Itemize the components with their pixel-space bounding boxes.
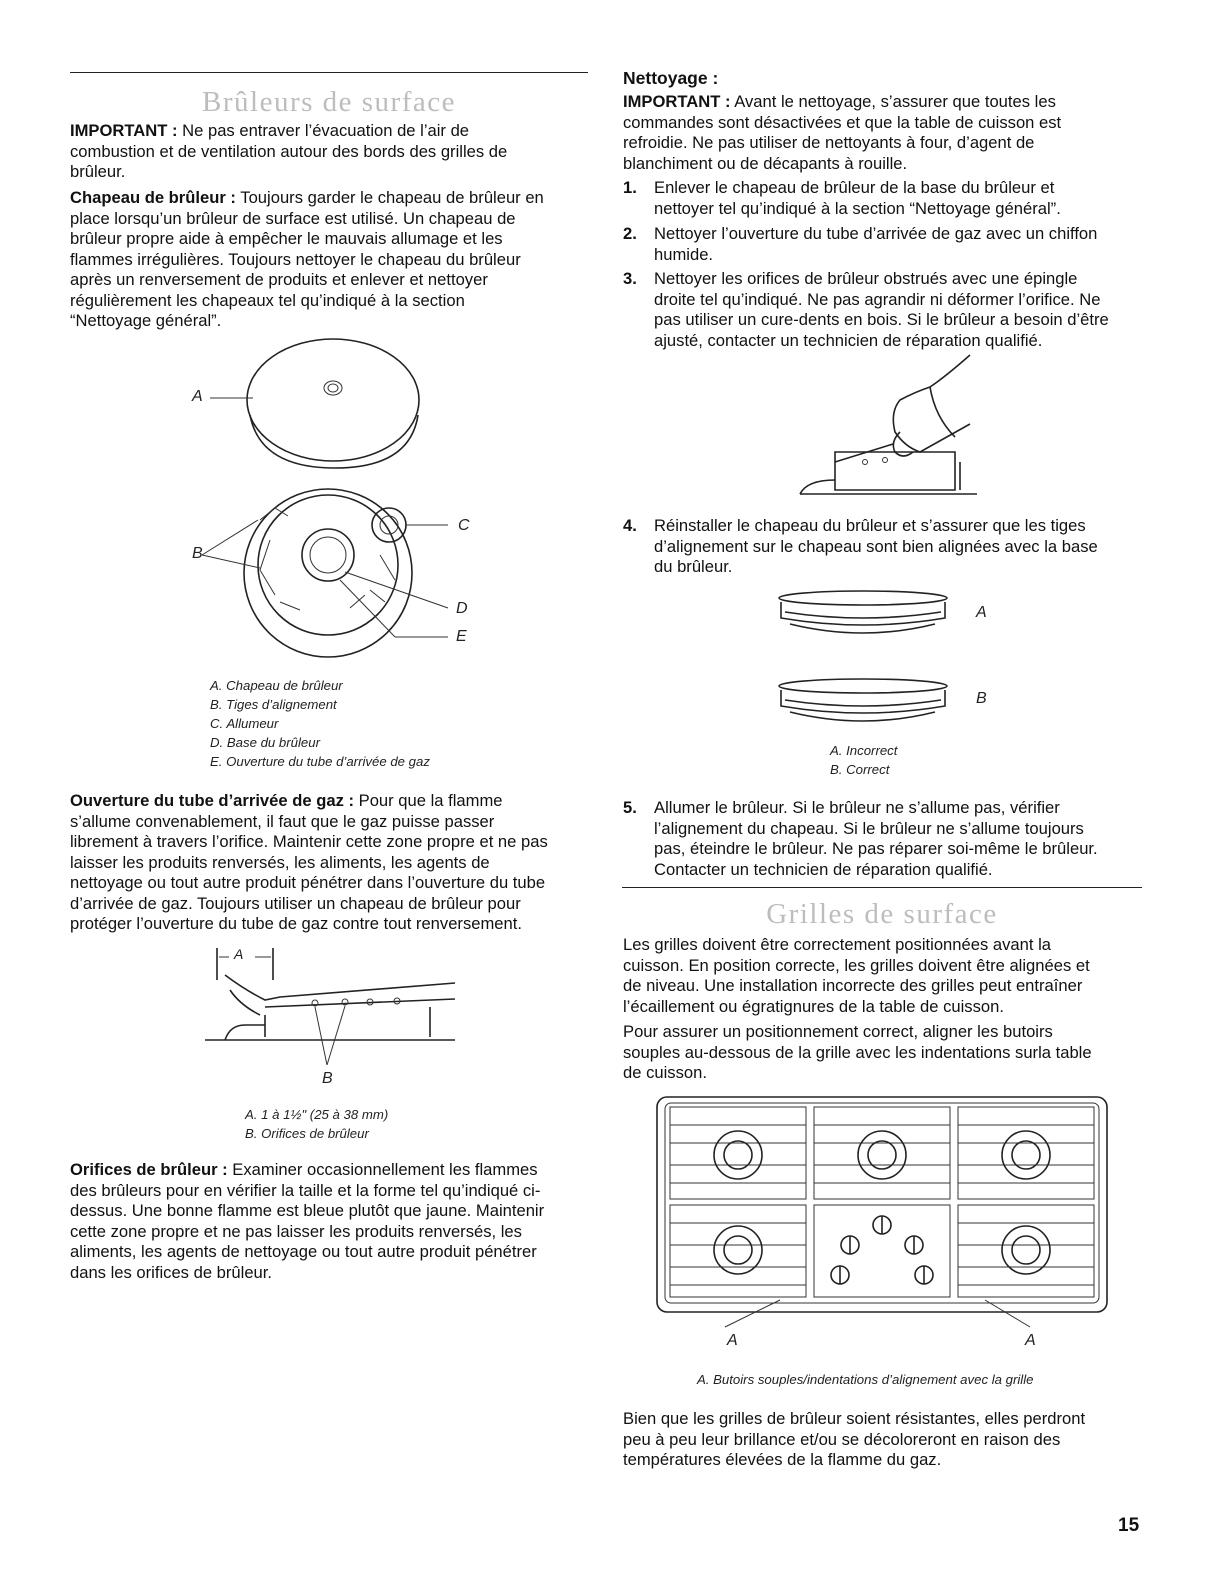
text-line: Ne pas entraver l’évacuation de l’air de [177, 121, 470, 140]
text-line: droite tel qu’indiqué. Ne pas agrandir ni déformer l’orifice. Ne [654, 289, 1101, 309]
caption-line: C. Allumeur [210, 716, 279, 731]
text-line: peu à peu leur brillance et/ou se décoloreront en raison des [623, 1429, 1061, 1449]
orifices-paragraph [70, 1160, 544, 1283]
text-line: brûleur propre aide à empêcher le mauvais allumage et les [70, 229, 503, 248]
text-line: d’alignement sur le chapeau sont bien alignées avec la base [654, 536, 1098, 556]
text-line: ajusté, contacter un technicien de réparation qualifié. [654, 330, 1043, 350]
text-line: “Nettoyage général”. [70, 311, 222, 330]
step-number: 1. [623, 178, 637, 197]
fig4-label-a: A [976, 604, 987, 621]
chapeau-paragraph [70, 188, 544, 332]
text-line: Nettoyer les orifices de brûleur obstrués avec une épingle [654, 269, 1078, 288]
caption-line: A. 1 à 1½" (25 à 38 mm) [245, 1107, 389, 1122]
fig1-caption [210, 676, 430, 771]
text-line: régulièrement les chapeaux tel qu’indiqué à la section [70, 290, 465, 310]
caption-line: B. Correct [830, 762, 890, 777]
tube-paragraph [70, 791, 548, 935]
cooktop-grates-figure [655, 1095, 1110, 1320]
text-line: Contacter un technicien de réparation qualifié. [654, 859, 993, 879]
important-paragraph-right [623, 92, 1061, 174]
grilles-final-paragraph [623, 1409, 1085, 1471]
step-number: 5. [623, 798, 637, 817]
step-text [654, 516, 1098, 578]
chapeau-label: Chapeau de brûleur : [70, 188, 236, 207]
fig1-label-d: D [456, 600, 468, 617]
text-line: place lorsqu’un brûleur de surface est utilisé. Un chapeau de [70, 208, 516, 228]
text-line: Examiner occasionnellement les flammes [227, 1160, 538, 1179]
important-label: IMPORTANT : [623, 92, 731, 111]
caption-line: B. Orifices de brûleur [245, 1126, 369, 1141]
text-line: l’écaillement ou égratignures de la table de cuisson. [623, 996, 1004, 1016]
left-top-rule [70, 72, 588, 73]
step-text [654, 178, 1061, 219]
fig1-label-e: E [456, 628, 467, 645]
text-line: des brûleurs pour en vérifier la taille et la forme tel qu’indiqué ci- [70, 1180, 541, 1200]
section-title-bruleurs: Brûleurs de surface [202, 86, 456, 118]
text-line: après un renversement de produits et enlever et nettoyer [70, 270, 488, 289]
text-line: d’arrivée de gaz. Toujours utiliser un chapeau de brûleur pour [70, 893, 521, 913]
grilles-paragraph-2 [623, 1022, 1092, 1084]
caption-line: D. Base du brûleur [210, 735, 320, 750]
text-line: Enlever le chapeau de brûleur de la base du brûleur et [654, 178, 1055, 197]
text-line: cette zone propre et ne pas laisser les produits renversés, les [70, 1221, 522, 1241]
pin-cleaning-figure [795, 352, 985, 497]
text-line: blanchiment ou de décapants à rouille. [623, 153, 908, 173]
text-line: s’allume convenablement, il faut que le gaz puisse passer [70, 811, 495, 831]
text-line: températures élevées de la flamme du gaz. [623, 1450, 942, 1469]
important-paragraph-left [70, 121, 507, 183]
text-line: cuisson. En position correcte, les grilles doivent être alignées et [623, 955, 1090, 975]
text-line: pas utiliser un cure-dents en bois. Si le brûleur a besoin d’être [654, 310, 1109, 329]
text-line: Avant le nettoyage, s’assurer que toutes les [730, 92, 1056, 111]
page-number: 15 [1118, 1515, 1140, 1536]
text-line: de cuisson. [623, 1063, 707, 1082]
text-line: du brûleur. [654, 557, 733, 576]
text-line: refroidie. Ne pas utiliser de nettoyants à four, d’agent de [623, 133, 1035, 152]
orifices-label: Orifices de brûleur : [70, 1160, 228, 1179]
text-line: pas, éteindre le brûleur. Ne pas réparer soi-même le brûleur. [654, 839, 1098, 858]
tube-label: Ouverture du tube d’arrivée de gaz : [70, 791, 355, 810]
fig2-label-b: B [322, 1070, 333, 1087]
text-line: l’alignement du chapeau. Si le brûleur ne s’allume toujours [654, 818, 1084, 838]
cap-alignment-incorrect-figure [775, 588, 955, 643]
caption-line: B. Tiges d’alignement [210, 697, 337, 712]
fig4-label-b: B [976, 690, 987, 707]
important-label: IMPORTANT : [70, 121, 178, 140]
text-line: protéger l’ouverture du tube de gaz contre tout renversement. [70, 914, 522, 933]
fig1-label-c: C [458, 517, 470, 534]
text-line: de niveau. Une installation incorrecte des grilles peut entraîner [623, 976, 1083, 995]
fig5-label-a-left: A [727, 1332, 738, 1349]
step-text [654, 269, 1109, 351]
step-text [654, 224, 1097, 265]
fig1-label-a: A [192, 388, 203, 405]
fig4-caption [830, 741, 897, 779]
nettoyage-heading: Nettoyage : [623, 68, 719, 88]
text-line: Réinstaller le chapeau du brûleur et s’assurer que les tiges [654, 516, 1086, 535]
text-line: Pour que la flamme [354, 791, 503, 810]
step-text [654, 798, 1098, 880]
step-number: 2. [623, 224, 637, 243]
text-line: Les grilles doivent être correctement positionnées avant la [623, 935, 1051, 954]
text-line: humide. [654, 244, 714, 264]
text-line: combustion et de ventilation autour des bords des grilles de [70, 141, 508, 161]
caption-line: A. Incorrect [830, 743, 898, 758]
step-number: 4. [623, 516, 637, 535]
text-line: dessus. Une bonne flamme est bleue plutôt que jaune. Maintenir [70, 1201, 545, 1220]
caption-line: A. Chapeau de brûleur [210, 678, 343, 693]
text-line: nettoyage ou tout autre produit pénétrer dans l’ouverture du tube [70, 873, 546, 892]
step-number: 3. [623, 269, 637, 288]
fig1-label-b: B [192, 545, 203, 562]
caption-line: E. Ouverture du tube d’arrivée de gaz [210, 754, 430, 769]
fig2-label-a: A [234, 946, 244, 962]
text-line: brûleur. [70, 162, 126, 181]
text-line: nettoyer tel qu’indiqué à la section “Nettoyage général”. [654, 198, 1061, 218]
text-line: librement à travers l’orifice. Maintenir cette zone propre et ne pas [70, 832, 548, 851]
text-line: commandes sont désactivées et que la table de cuisson est [623, 112, 1062, 132]
text-line: dans les orifices de brûleur. [70, 1262, 273, 1282]
text-line: laisser les produits renversés, les aliments, les agents de [70, 852, 490, 872]
text-line: flammes irrégulières. Toujours nettoyer le chapeau du brûleur [70, 249, 521, 269]
text-line: souples au-dessous de la grille avec les indentations surla table [623, 1042, 1092, 1062]
text-line: Nettoyer l’ouverture du tube d’arrivée de gaz avec un chiffon [654, 224, 1098, 243]
right-section-rule [622, 887, 1142, 888]
burner-cap-figure [180, 340, 500, 660]
fig5-label-a-right: A [1025, 1332, 1036, 1349]
text-line: Pour assurer un positionnement correct, aligner les butoirs [623, 1022, 1053, 1041]
grilles-paragraph-1 [623, 935, 1090, 1017]
text-line: aliments, les agents de nettoyage ou tout autre produit pénétrer [70, 1242, 537, 1261]
text-line: Toujours garder le chapeau de brûleur en [235, 188, 544, 207]
text-line: Bien que les grilles de brûleur soient résistantes, elles perdront [623, 1409, 1086, 1428]
section-title-grilles: Grilles de surface [766, 898, 998, 930]
cap-alignment-correct-figure [775, 676, 955, 731]
text-line: Allumer le brûleur. Si le brûleur ne s’allume pas, vérifier [654, 798, 1060, 817]
fig2-caption [245, 1105, 388, 1143]
fig5-caption: A. Butoirs souples/indentations d’alignement avec la grille [697, 1372, 1034, 1387]
burner-orifice-figure [205, 945, 465, 1065]
